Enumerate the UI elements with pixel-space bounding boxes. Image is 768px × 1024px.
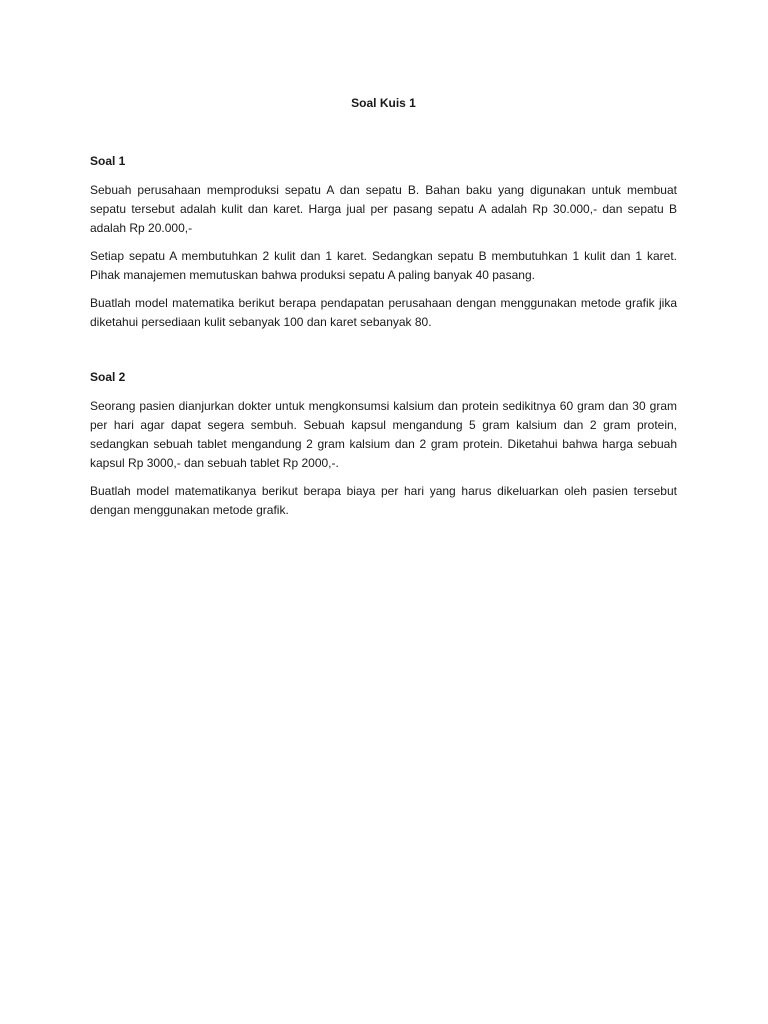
section-heading: Soal 1 (90, 154, 126, 168)
paragraph: Sebuah perusahaan memproduksi sepatu A dan sepatu B. Bahan baku yang digunakan untuk membuat sepatu tersebut adalah kulit dan karet. Harga jual per pasang sepatu A adalah Rp 30.000,- dan sepatu B adalah Rp 20.000,- (90, 183, 677, 235)
paragraph: Setiap sepatu A membutuhkan 2 kulit dan 1 karet. Sedangkan sepatu B membutuhkan 1 kulit dan 1 karet. Pihak manajemen memutuskan bahwa produksi sepatu A paling banyak 40 pasang. (90, 249, 677, 282)
paragraph: Buatlah model matematika berikut berapa pendapatan perusahaan dengan menggunakan metode grafik jika diketahui persediaan kulit sebanyak 100 dan karet sebanyak 80. (90, 296, 677, 329)
paragraph: Seorang pasien dianjurkan dokter untuk mengkonsumsi kalsium dan protein sedikitnya 60 gram dan 30 gram per hari agar dapat segera sembuh. Sebuah kapsul mengandung 5 gram kalsium dan 2 gram protein, sedangkan sebuah tablet mengandung 2 gram kalsium dan 2 gram protein. Diketahui bahwa harga sebuah kapsul Rp 3000,- dan sebuah tablet Rp 2000,-. (90, 399, 677, 470)
section-soal-2 (90, 368, 677, 520)
paragraph: Buatlah model matematikanya berikut berapa biaya per hari yang harus dikeluarkan oleh pasien tersebut dengan menggunakan metode grafik. (90, 484, 677, 517)
section-heading: Soal 2 (90, 370, 126, 384)
document-title: Soal Kuis 1 (351, 96, 416, 110)
section-soal-1 (90, 152, 677, 332)
document-body (90, 94, 677, 529)
